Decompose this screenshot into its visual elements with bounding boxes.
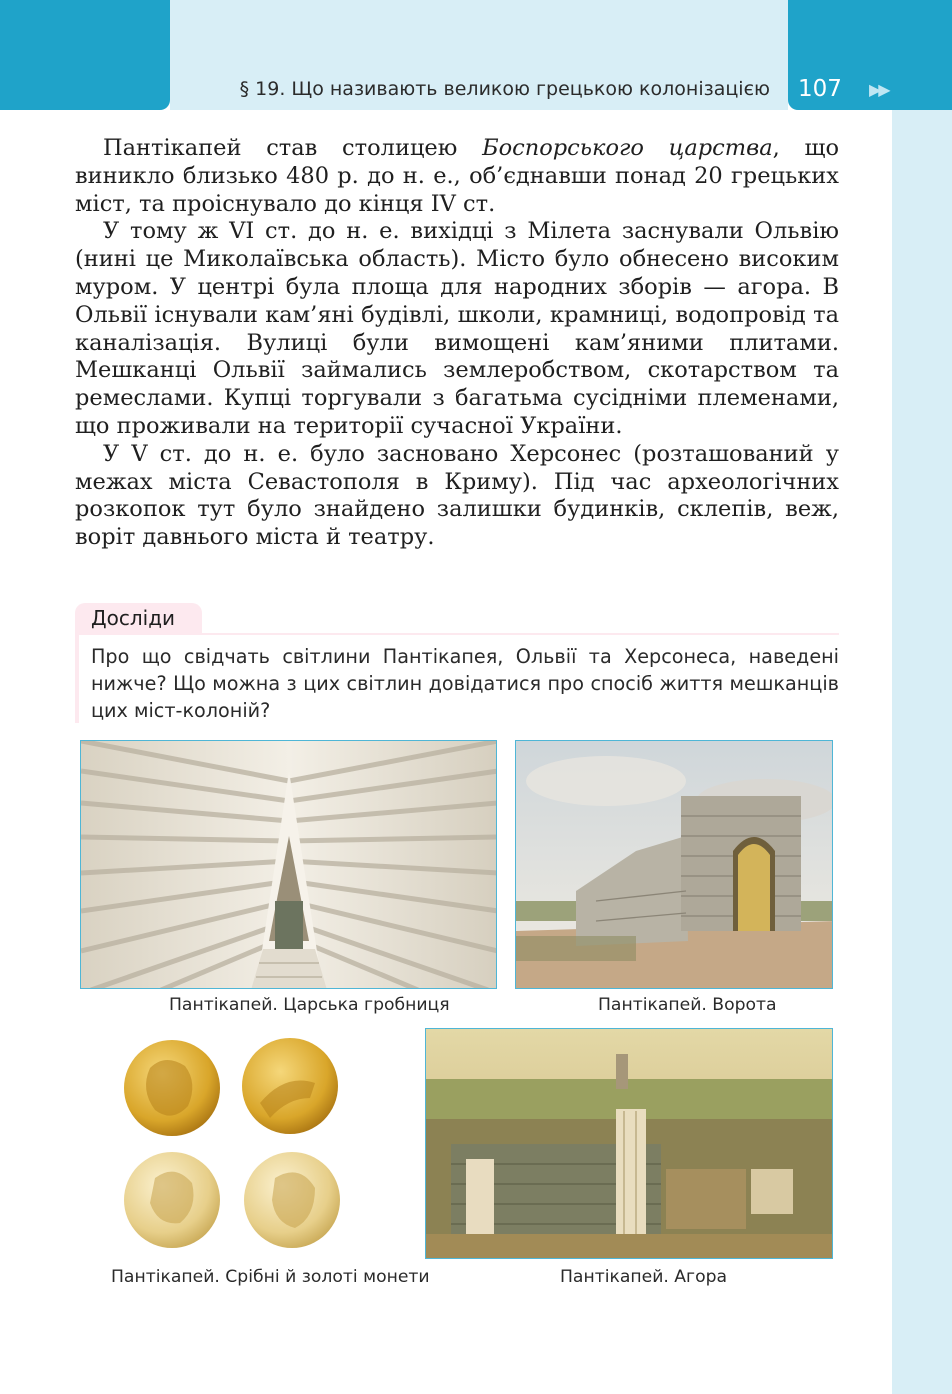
research-side-bar bbox=[75, 633, 79, 723]
photo-royal-tomb bbox=[80, 740, 497, 989]
margin-strip bbox=[892, 110, 952, 1394]
caption-royal-tomb: Пантікапей. Царська гробниця bbox=[169, 995, 450, 1015]
photo-coins bbox=[110, 1028, 350, 1263]
main-text bbox=[75, 135, 839, 552]
agora-illustration bbox=[426, 1029, 833, 1259]
emphasis-bosporan-kingdom: Боспорського царства bbox=[482, 135, 773, 161]
research-label: Досліди bbox=[91, 606, 176, 630]
page-number: 107 bbox=[798, 76, 842, 102]
section-title: § 19. Що називають великою грецькою колонізацією bbox=[239, 78, 770, 100]
gate-illustration bbox=[516, 741, 833, 989]
double-chevron-right-icon: ▶▶ bbox=[869, 80, 888, 99]
coins-illustration bbox=[110, 1028, 350, 1263]
caption-gate: Пантікапей. Ворота bbox=[598, 995, 777, 1015]
header-left-block bbox=[0, 0, 170, 110]
paragraph-olbia: У тому ж VI ст. до н. е. вихідці з Мілета заснували Ольвію (нині це Миколаївська область). Місто було обнесено високим муром. У центрі була площа для народних зборів — агора. В Ольвії існували кам’яні будівлі, школи, крамниці, водопровід та каналізація. Вулиці були вимощені кам’яними плитами. Мешканці Ольвії займались землеробством, скотарством та ремеслами. Купці торгували з багатьма сусідніми племенами, що проживали на території сучасної України. bbox=[75, 218, 839, 439]
paragraph-bosporan: Пантікапей став столицею Боспорського царства, що виникло близько 480 р. до н. е., об’єднавши понад 20 грецьких міст, та проіснувало до кінця IV ст. bbox=[75, 135, 839, 217]
tomb-illustration bbox=[81, 741, 497, 989]
caption-agora: Пантікапей. Агора bbox=[560, 1267, 728, 1287]
caption-coins: Пантікапей. Срібні й золоті монети bbox=[111, 1267, 430, 1287]
paragraph-chersonesus: У V ст. до н. е. було засновано Херсонес (розташований у межах міста Севастополя в Криму). Під час археологічних розкопок тут було знайдено залишки будинків, склепів, веж, воріт давнього міста й театру. bbox=[75, 440, 839, 551]
photo-agora bbox=[425, 1028, 833, 1259]
research-label-tab bbox=[75, 603, 202, 635]
photo-gate bbox=[515, 740, 833, 989]
research-question: Про що свідчать світлини Пантікапея, Ольвії та Херсонеса, наведені нижче? Що можна з цих світлин довідатися про спосіб життя мешканців цих міст-колоній? bbox=[91, 645, 839, 722]
